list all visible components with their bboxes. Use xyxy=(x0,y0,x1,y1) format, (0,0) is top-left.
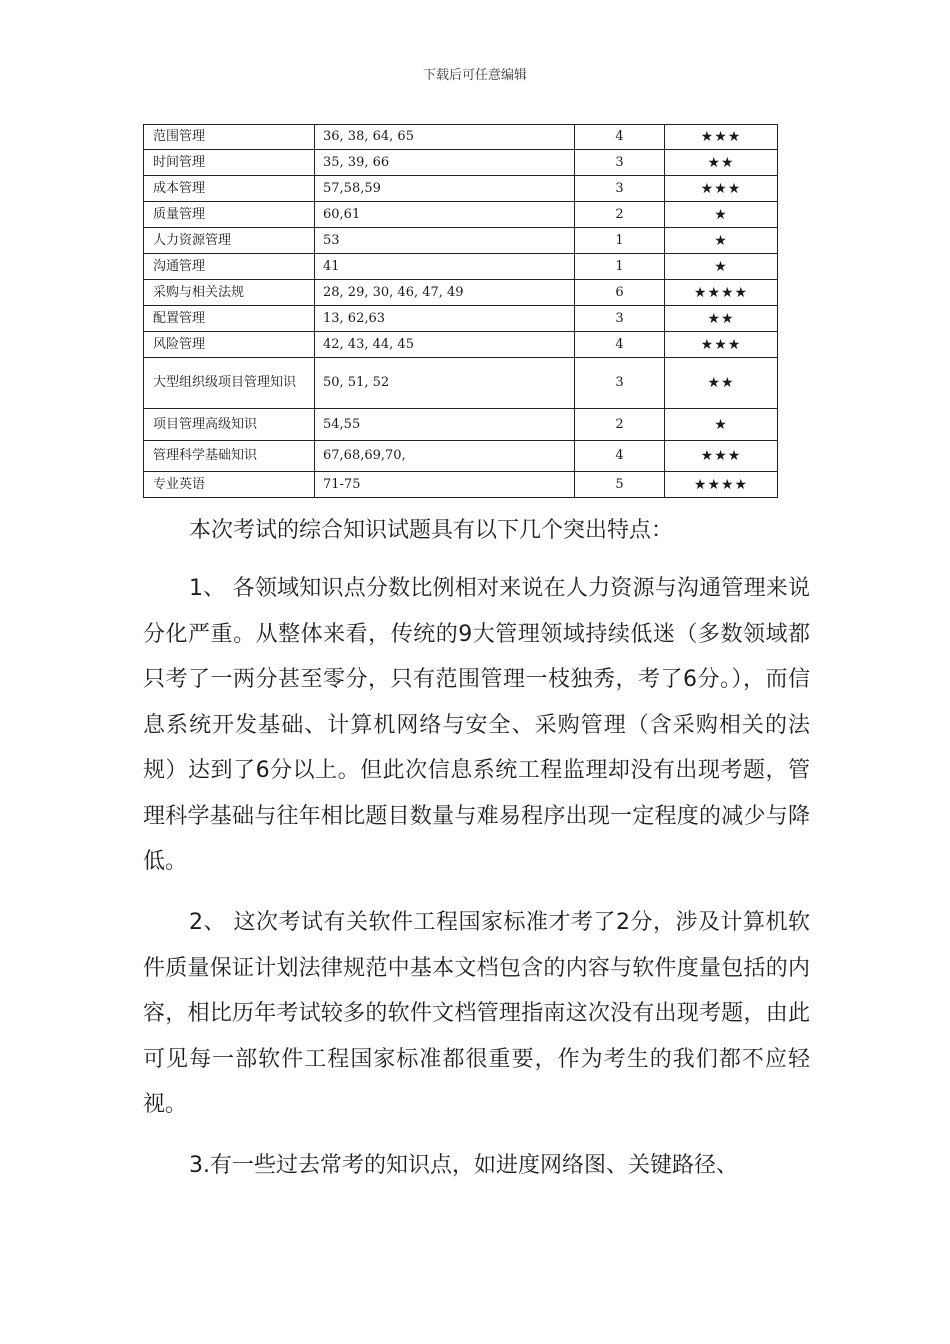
count-cell: 5 xyxy=(575,472,665,498)
domain-cell: 配置管理 xyxy=(144,306,315,332)
table-row xyxy=(144,332,778,358)
count-cell: 2 xyxy=(575,409,665,441)
count-cell: 1 xyxy=(575,254,665,280)
count-cell: 1 xyxy=(575,228,665,254)
star-rating: ★★★ xyxy=(665,441,778,472)
count-cell: 3 xyxy=(575,358,665,409)
star-rating: ★★ xyxy=(665,358,778,409)
knowledge-score-table xyxy=(143,124,778,498)
questions-cell: 53 xyxy=(315,228,575,254)
count-cell: 6 xyxy=(575,280,665,306)
questions-cell: 54,55 xyxy=(315,409,575,441)
table-row xyxy=(144,125,778,150)
table-row xyxy=(144,306,778,332)
domain-cell: 成本管理 xyxy=(144,176,315,202)
domain-cell: 人力资源管理 xyxy=(144,228,315,254)
questions-cell: 50, 51, 52 xyxy=(315,358,575,409)
domain-cell: 采购与相关法规 xyxy=(144,280,315,306)
questions-cell: 36, 38, 64, 65 xyxy=(315,125,575,150)
star-rating: ★★★★ xyxy=(665,472,778,498)
star-rating: ★ xyxy=(665,202,778,228)
domain-cell: 风险管理 xyxy=(144,332,315,358)
page-header: 下载后可任意编辑 xyxy=(422,68,527,83)
count-cell: 3 xyxy=(575,306,665,332)
table-row xyxy=(144,280,778,306)
domain-cell: 范围管理 xyxy=(144,125,315,150)
star-rating: ★ xyxy=(665,228,778,254)
count-cell: 2 xyxy=(575,202,665,228)
star-rating: ★★★ xyxy=(665,332,778,358)
domain-cell: 专业英语 xyxy=(144,472,315,498)
domain-cell: 时间管理 xyxy=(144,150,315,176)
domain-cell: 管理科学基础知识 xyxy=(144,441,315,472)
table-row xyxy=(144,202,778,228)
star-rating: ★★ xyxy=(665,306,778,332)
intro-paragraph: 本次考试的综合知识试题具有以下几个突出特点： xyxy=(189,518,674,543)
questions-cell: 57,58,59 xyxy=(315,176,575,202)
table-row xyxy=(144,254,778,280)
paragraph-point-2: 2、 这次考试有关软件工程国家标准才考了2分，涉及计算机软件质量保证计划法律规范中基本文档包含的内容与软件度量包括的内容，相比历年考试较多的软件文档管理指南这次没有出现考题，由此可见每一部软件工程国家标准都很重要，作为考生的我们都不应轻视。 xyxy=(143,910,810,1117)
star-rating: ★ xyxy=(665,409,778,441)
count-cell: 4 xyxy=(575,332,665,358)
count-cell: 3 xyxy=(575,150,665,176)
table-row xyxy=(144,409,778,441)
count-cell: 3 xyxy=(575,176,665,202)
questions-cell: 60,61 xyxy=(315,202,575,228)
count-cell: 4 xyxy=(575,441,665,472)
count-cell: 4 xyxy=(575,125,665,150)
table-row xyxy=(144,472,778,498)
domain-cell: 沟通管理 xyxy=(144,254,315,280)
star-rating: ★★★ xyxy=(665,176,778,202)
questions-cell: 13, 62,63 xyxy=(315,306,575,332)
star-rating: ★★★ xyxy=(665,125,778,150)
questions-cell: 35, 39, 66 xyxy=(315,150,575,176)
table-row xyxy=(144,441,778,472)
domain-text: 大型组织级项目管理知识 xyxy=(153,375,297,390)
domain-cell xyxy=(144,358,315,409)
domain-cell: 质量管理 xyxy=(144,202,315,228)
paragraph-point-3: 3.有一些过去常考的知识点，如进度网络图、关键路径、 xyxy=(189,1153,738,1178)
questions-cell: 42, 43, 44, 45 xyxy=(315,332,575,358)
star-rating: ★★★★ xyxy=(665,280,778,306)
table-row xyxy=(144,150,778,176)
domain-cell: 项目管理高级知识 xyxy=(144,409,315,441)
star-rating: ★ xyxy=(665,254,778,280)
star-rating: ★★ xyxy=(665,150,778,176)
table-row xyxy=(144,228,778,254)
table-row xyxy=(144,176,778,202)
questions-cell: 71-75 xyxy=(315,472,575,498)
questions-cell: 28, 29, 30, 46, 47, 49 xyxy=(315,280,575,306)
paragraph-point-1: 1、 各领域知识点分数比例相对来说在人力资源与沟通管理来说分化严重。从整体来看，传统的9大管理领域持续低迷（多数领域都只考了一两分甚至零分，只有范围管理一枝独秀，考了6分。），而信息系统开发基础、计算机网络与安全、采购管理（含采购相关的法规）达到了6分以上。但此次信息系统工程监理却没有出现考题，管理科学基础与往年相比题目数量与难易程序出现一定程度的减少与降低。 xyxy=(143,576,810,874)
questions-cell: 67,68,69,70, xyxy=(315,441,575,472)
table-row xyxy=(144,358,778,409)
questions-cell: 41 xyxy=(315,254,575,280)
